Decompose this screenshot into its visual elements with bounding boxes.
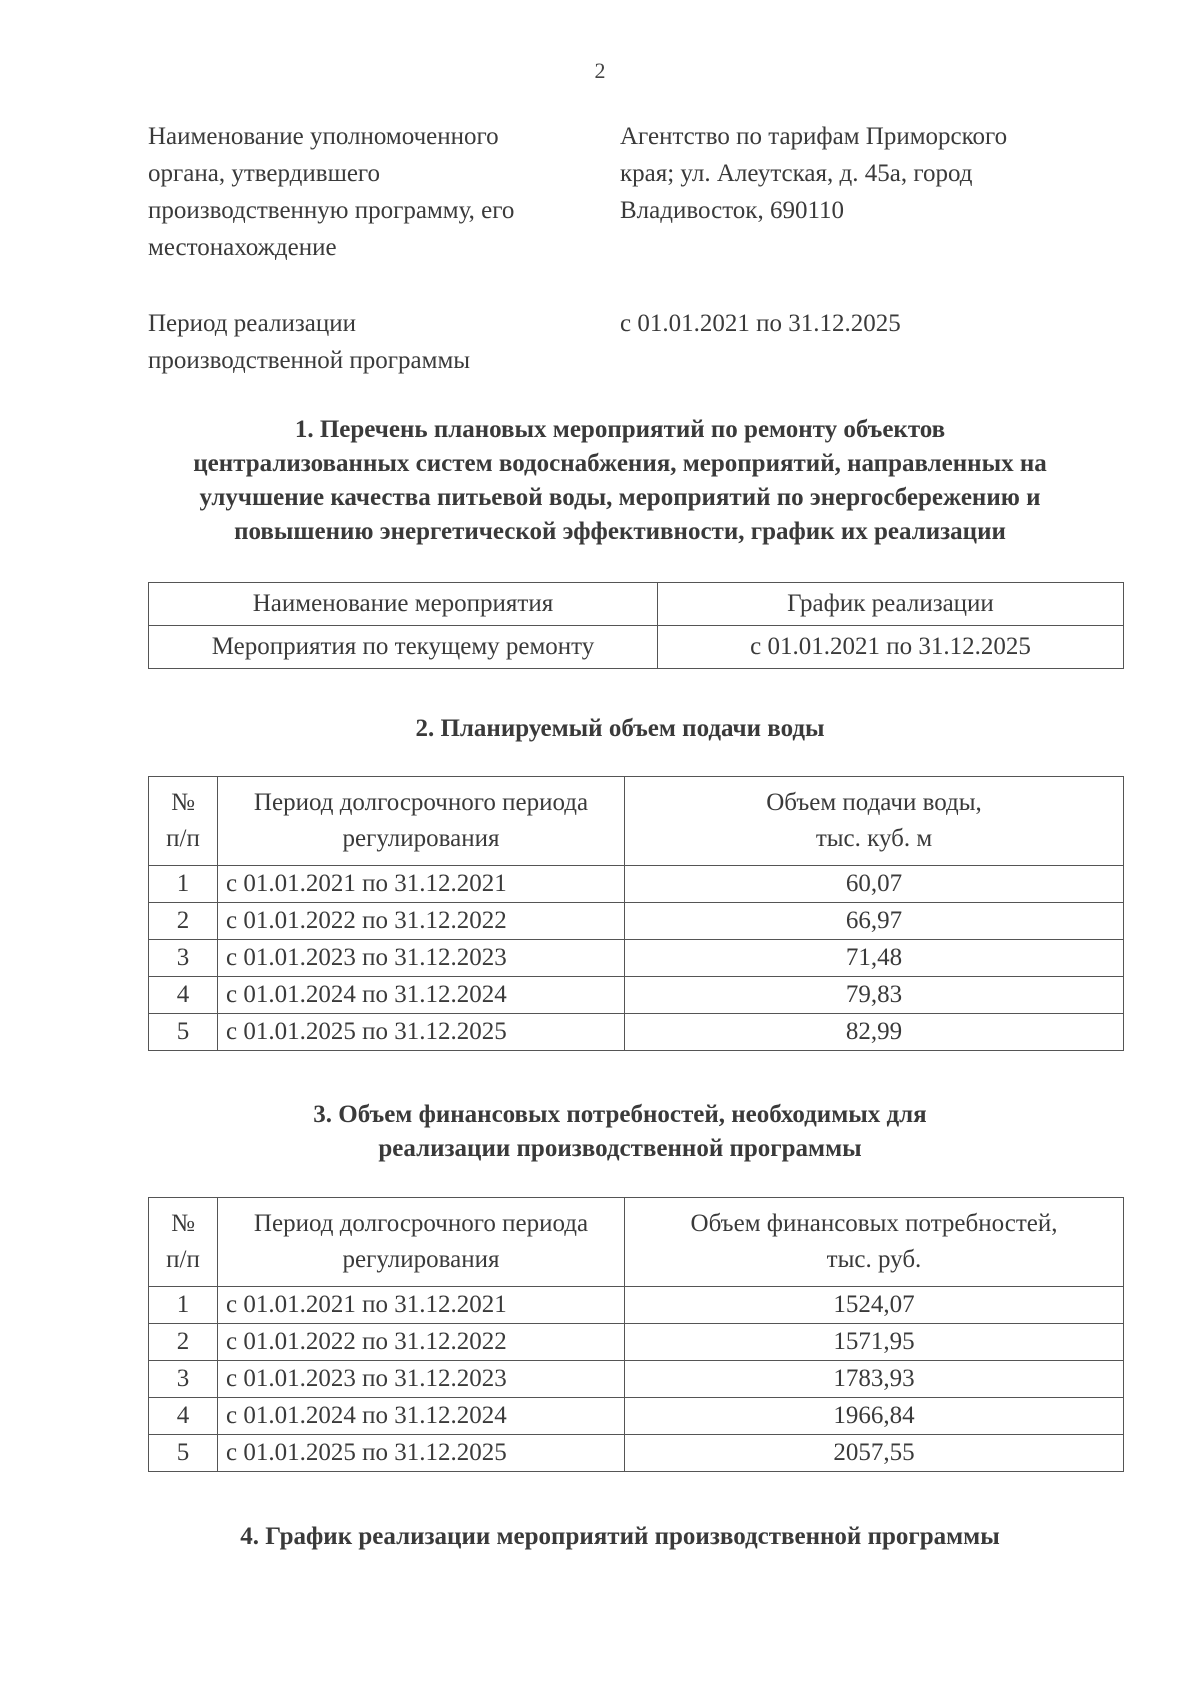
measure-name-cell: Мероприятия по текущему ремонту xyxy=(149,626,658,669)
authority-value-line: края; ул. Алеутская, д. 45а, город xyxy=(620,160,973,187)
header-measure-name: Наименование мероприятия xyxy=(149,583,658,626)
table-header-row xyxy=(149,583,1124,626)
row-period: с 01.01.2021 по 31.12.2021 xyxy=(218,866,625,903)
period-label xyxy=(148,305,578,379)
header-value-line: Объем финансовых потребностей, xyxy=(690,1210,1058,1237)
section3-heading xyxy=(100,1098,1140,1166)
row-number: 2 xyxy=(149,1324,218,1361)
section1-heading-line: 1. Перечень плановых мероприятий по ремонту объектов xyxy=(294,416,946,443)
header-schedule: График реализации xyxy=(658,583,1124,626)
row-water-volume: 66,97 xyxy=(625,903,1124,940)
water-supply-table xyxy=(148,776,1124,1051)
row-water-volume: 79,83 xyxy=(625,977,1124,1014)
authority-block xyxy=(148,118,1128,268)
authority-label-line: производственную программу, его xyxy=(148,197,515,224)
section1-heading-line: централизованных систем водоснабжения, мероприятий, направленных на xyxy=(193,450,1047,477)
row-number: 4 xyxy=(149,977,218,1014)
table-header-row xyxy=(149,777,1124,866)
table-row xyxy=(149,1361,1124,1398)
header-number-line: п/п xyxy=(166,1246,200,1273)
header-number-line: № xyxy=(171,1210,195,1237)
row-water-volume: 71,48 xyxy=(625,940,1124,977)
row-period: с 01.01.2022 по 31.12.2022 xyxy=(218,1324,625,1361)
row-number: 3 xyxy=(149,1361,218,1398)
row-number: 3 xyxy=(149,940,218,977)
header-period xyxy=(218,777,625,866)
period-label-line: Период реализации xyxy=(148,310,356,337)
table-row xyxy=(149,626,1124,669)
measures-table xyxy=(148,582,1124,669)
period-value: с 01.01.2021 по 31.12.2025 xyxy=(620,310,901,337)
page-number: 2 xyxy=(594,58,606,83)
table-row xyxy=(149,1014,1124,1051)
authority-label-line: местонахождение xyxy=(148,234,337,261)
header-period-line: регулирования xyxy=(342,825,500,852)
period-label-line: производственной программы xyxy=(148,347,471,374)
header-water-volume xyxy=(625,777,1124,866)
row-period: с 01.01.2023 по 31.12.2023 xyxy=(218,940,625,977)
header-number-line: № xyxy=(171,789,195,816)
section1-heading-line: улучшение качества питьевой воды, мероприятий по энергосбережению и xyxy=(199,484,1041,511)
row-number: 5 xyxy=(149,1014,218,1051)
table-row xyxy=(149,977,1124,1014)
header-period-line: регулирования xyxy=(342,1246,500,1273)
header-number xyxy=(149,777,218,866)
row-financial-needs: 1783,93 xyxy=(625,1361,1124,1398)
section1-heading-line: повышению энергетической эффективности, график их реализации xyxy=(234,518,1006,545)
header-period xyxy=(218,1198,625,1287)
row-number: 2 xyxy=(149,903,218,940)
row-financial-needs: 1966,84 xyxy=(625,1398,1124,1435)
table-row xyxy=(149,866,1124,903)
section2-heading: 2. Планируемый объем подачи воды xyxy=(415,715,825,742)
header-financial-needs xyxy=(625,1198,1124,1287)
row-water-volume: 82,99 xyxy=(625,1014,1124,1051)
header-value-line: тыс. руб. xyxy=(826,1246,922,1273)
table-header-row xyxy=(149,1198,1124,1287)
row-number: 1 xyxy=(149,1287,218,1324)
header-number-line: п/п xyxy=(166,825,200,852)
authority-label-line: органа, утвердившего xyxy=(148,160,381,187)
period-block xyxy=(148,305,1128,381)
row-period: с 01.01.2025 по 31.12.2025 xyxy=(218,1014,625,1051)
header-period-line: Период долгосрочного периода xyxy=(253,1210,589,1237)
row-financial-needs: 1571,95 xyxy=(625,1324,1124,1361)
row-period: с 01.01.2023 по 31.12.2023 xyxy=(218,1361,625,1398)
header-number xyxy=(149,1198,218,1287)
header-period-line: Период долгосрочного периода xyxy=(253,789,589,816)
authority-label xyxy=(148,118,578,266)
section1-heading xyxy=(100,413,1140,549)
header-value-line: Объем подачи воды, xyxy=(766,789,982,816)
measure-schedule-cell: с 01.01.2021 по 31.12.2025 xyxy=(658,626,1124,669)
authority-value-line: Агентство по тарифам Приморского xyxy=(620,123,1008,150)
table-row xyxy=(149,940,1124,977)
row-number: 4 xyxy=(149,1398,218,1435)
header-value-line: тыс. куб. м xyxy=(815,825,933,852)
table-row xyxy=(149,903,1124,940)
row-number: 5 xyxy=(149,1435,218,1472)
row-period: с 01.01.2021 по 31.12.2021 xyxy=(218,1287,625,1324)
row-period: с 01.01.2022 по 31.12.2022 xyxy=(218,903,625,940)
row-number: 1 xyxy=(149,866,218,903)
row-period: с 01.01.2025 по 31.12.2025 xyxy=(218,1435,625,1472)
authority-label-line: Наименование уполномоченного xyxy=(148,123,499,150)
table-row xyxy=(149,1324,1124,1361)
row-period: с 01.01.2024 по 31.12.2024 xyxy=(218,1398,625,1435)
row-period: с 01.01.2024 по 31.12.2024 xyxy=(218,977,625,1014)
financial-needs-table xyxy=(148,1197,1124,1472)
section4-heading: 4. График реализации мероприятий производственной программы xyxy=(240,1523,1000,1550)
table-row xyxy=(149,1287,1124,1324)
section3-heading-line: 3. Объем финансовых потребностей, необходимых для xyxy=(313,1101,927,1128)
table-row xyxy=(149,1435,1124,1472)
row-water-volume: 60,07 xyxy=(625,866,1124,903)
section3-heading-line: реализации производственной программы xyxy=(378,1135,862,1162)
authority-value-line: Владивосток, 690110 xyxy=(620,197,845,224)
row-financial-needs: 2057,55 xyxy=(625,1435,1124,1472)
authority-value xyxy=(620,118,1100,229)
row-financial-needs: 1524,07 xyxy=(625,1287,1124,1324)
table-row xyxy=(149,1398,1124,1435)
